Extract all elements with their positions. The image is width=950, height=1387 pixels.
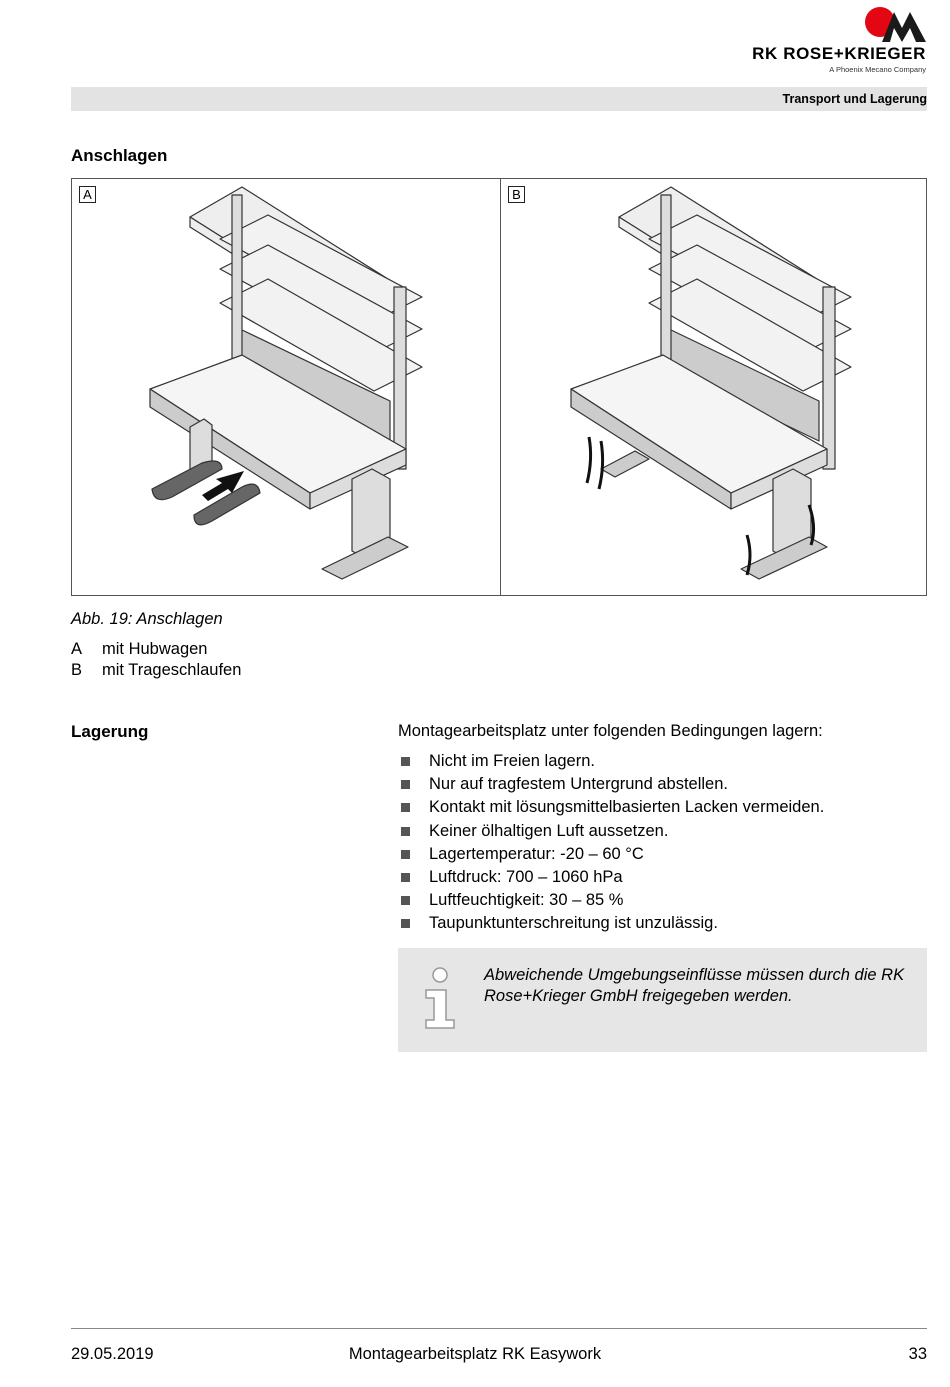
workbench-pallet-truck-illustration (72, 179, 500, 595)
lagerung-intro: Montagearbeitsplatz unter folgenden Bedingungen lagern: (398, 722, 823, 740)
list-item-text: Keiner ölhaltigen Luft aussetzen. (429, 821, 669, 840)
figure-anschlagen (71, 178, 927, 596)
bullet-square-icon (401, 757, 410, 766)
list-item (398, 797, 824, 820)
bullet-square-icon (401, 873, 410, 882)
legend-item-a (71, 640, 207, 659)
figure-caption: Abb. 19: Anschlagen (71, 610, 223, 628)
list-item-text: Taupunktunterschreitung ist unzulässig. (429, 914, 718, 933)
list-item (398, 913, 824, 936)
legend-key: A (71, 640, 83, 658)
bullet-square-icon (401, 803, 410, 812)
section-header-bar (71, 87, 927, 111)
figure-panel-a (72, 179, 501, 595)
list-item (398, 844, 824, 867)
bullet-square-icon (401, 919, 410, 928)
bullet-square-icon (401, 850, 410, 859)
legend-text: mit Trageschlaufen (102, 661, 242, 679)
section-title-lagerung: Lagerung (71, 722, 149, 741)
brand-logo (726, 6, 926, 72)
list-item-text: Luftdruck: 700 – 1060 hPa (429, 867, 623, 886)
list-item (398, 890, 824, 913)
legend-key: B (71, 661, 83, 679)
list-item-text: Luftfeuchtigkeit: 30 – 85 % (429, 891, 624, 910)
section-header-title: Transport und Lagerung (782, 92, 927, 106)
footer-date: 29.05.2019 (71, 1345, 154, 1363)
legend-item-b (71, 661, 241, 680)
storage-conditions-list (398, 751, 824, 937)
brand-subtitle: A Phoenix Mecano Company (829, 65, 926, 74)
list-item-text: Lagertemperatur: -20 – 60 °C (429, 844, 644, 863)
bullet-square-icon (401, 827, 410, 836)
info-note-box (398, 948, 927, 1052)
panel-label-b: B (508, 186, 525, 203)
info-note-text: Abweichende Umgebungseinflüsse müssen durch die RK Rose+Krieger GmbH freigegeben werden. (484, 966, 905, 1005)
brand-logo-mark-icon (864, 6, 926, 42)
footer-divider (71, 1328, 927, 1329)
list-item-text: Nur auf tragfestem Untergrund abstellen. (429, 775, 728, 794)
bullet-square-icon (401, 780, 410, 789)
bullet-square-icon (401, 896, 410, 905)
list-item (398, 774, 824, 797)
info-icon (418, 966, 462, 1030)
figure-panel-b (501, 179, 926, 595)
list-item (398, 821, 824, 844)
brand-name: RK ROSE+KRIEGER (752, 44, 926, 63)
section-title-anschlagen: Anschlagen (71, 146, 168, 165)
list-item-text: Kontakt mit lösungsmittelbasierten Lacken vermeiden. (429, 798, 825, 817)
legend-text: mit Hubwagen (102, 640, 208, 658)
footer-page-number: 33 (908, 1345, 927, 1363)
footer-document-title: Montagearbeitsplatz RK Easywork (348, 1345, 602, 1363)
workbench-lifting-straps-illustration (501, 179, 926, 595)
list-item (398, 867, 824, 890)
panel-label-a: A (79, 186, 96, 203)
list-item-text: Nicht im Freien lagern. (429, 752, 595, 770)
list-item (398, 751, 824, 774)
